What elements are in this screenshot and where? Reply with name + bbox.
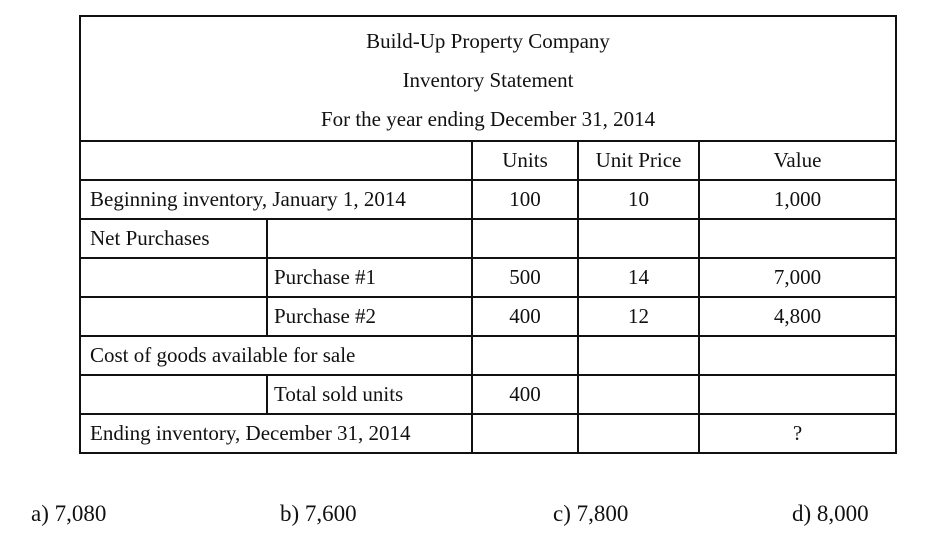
option-b[interactable]: b) 7,600 — [280, 501, 357, 526]
empty-cell — [578, 414, 699, 453]
beginning-value: 1,000 — [699, 180, 896, 219]
beginning-inventory-label: Beginning inventory, January 1, 2014 — [80, 180, 472, 219]
unit-price-header: Unit Price — [578, 141, 699, 180]
beginning-units: 100 — [472, 180, 578, 219]
statement-header — [80, 16, 896, 141]
value-header: Value — [699, 141, 896, 180]
option-c[interactable]: c) 7,800 — [553, 501, 629, 526]
purchase2-price: 12 — [578, 297, 699, 336]
empty-cell — [699, 219, 896, 258]
purchase1-units: 500 — [472, 258, 578, 297]
purchase1-price: 14 — [578, 258, 699, 297]
empty-cell — [578, 336, 699, 375]
company-name: Build-Up Property Company — [366, 29, 610, 53]
column-header-row — [80, 141, 896, 180]
empty-cell — [578, 375, 699, 414]
table-row — [80, 336, 896, 375]
table-row — [80, 375, 896, 414]
table-row — [80, 297, 896, 336]
purchase2-value: 4,800 — [699, 297, 896, 336]
empty-cell — [472, 414, 578, 453]
total-sold-label: Total sold units — [267, 375, 472, 414]
purchase1-value: 7,000 — [699, 258, 896, 297]
ending-value: ? — [699, 414, 896, 453]
statement-title: Inventory Statement — [402, 68, 574, 92]
cogs-available-label: Cost of goods available for sale — [80, 336, 472, 375]
empty-cell — [699, 336, 896, 375]
table-row — [80, 219, 896, 258]
purchase2-units: 400 — [472, 297, 578, 336]
purchase2-label: Purchase #2 — [267, 297, 472, 336]
net-purchases-label: Net Purchases — [80, 219, 267, 258]
empty-cell — [267, 219, 472, 258]
empty-cell — [699, 375, 896, 414]
inventory-statement-table — [79, 15, 897, 454]
units-header: Units — [472, 141, 578, 180]
empty-cell — [472, 336, 578, 375]
table-row — [80, 414, 896, 453]
option-d[interactable]: d) 8,000 — [792, 501, 869, 526]
empty-cell — [578, 219, 699, 258]
empty-cell — [472, 219, 578, 258]
statement-period: For the year ending December 31, 2014 — [320, 107, 656, 131]
blank-header-cell — [80, 141, 472, 180]
empty-cell — [80, 258, 267, 297]
option-a[interactable]: a) 7,080 — [31, 501, 107, 526]
empty-cell — [80, 297, 267, 336]
purchase1-label: Purchase #1 — [267, 258, 472, 297]
table-row — [80, 258, 896, 297]
statement-header-row — [80, 16, 896, 141]
empty-cell — [80, 375, 267, 414]
table-row — [80, 180, 896, 219]
beginning-price: 10 — [578, 180, 699, 219]
total-sold-units: 400 — [472, 375, 578, 414]
ending-inventory-label: Ending inventory, December 31, 2014 — [80, 414, 472, 453]
